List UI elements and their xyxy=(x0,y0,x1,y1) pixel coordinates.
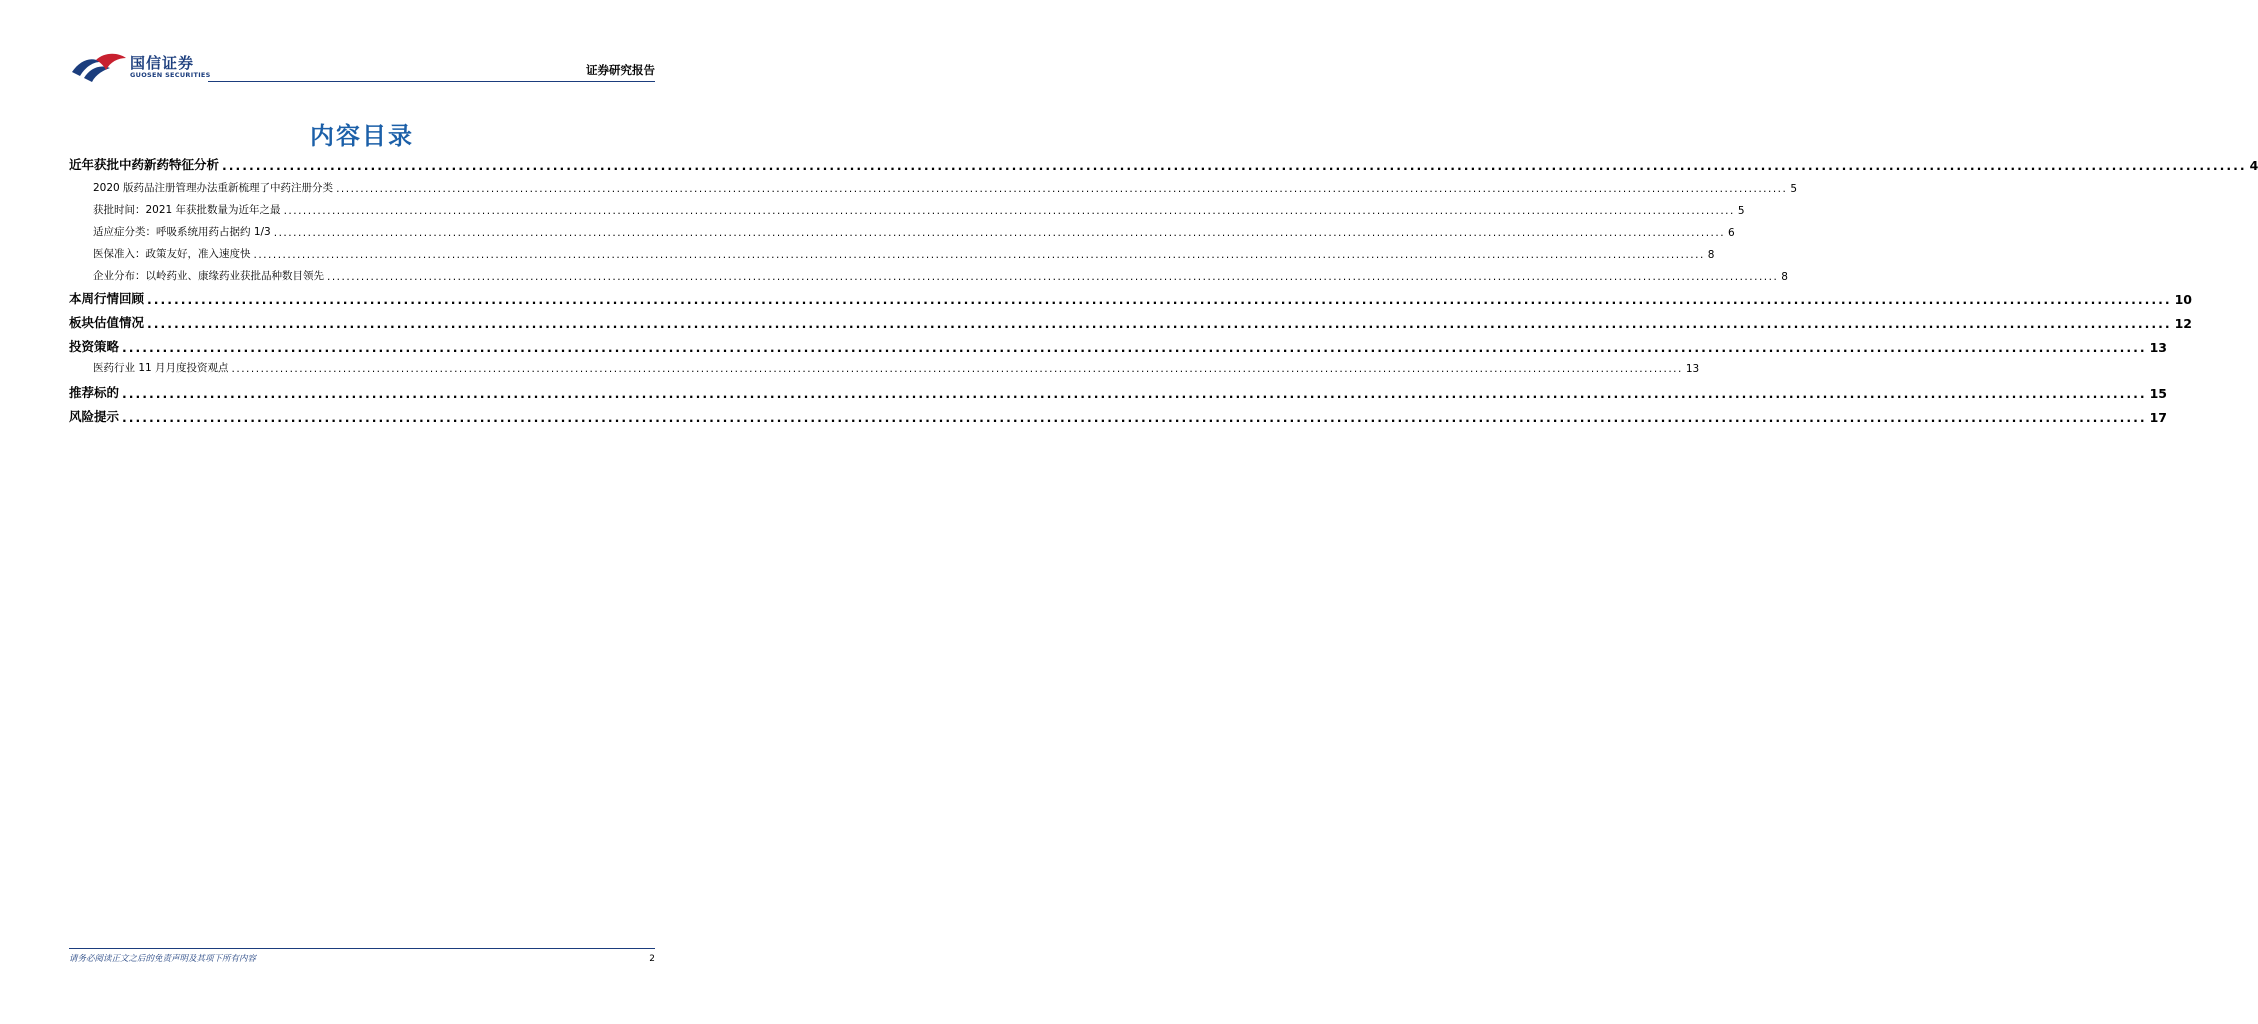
toc-entry-page: 10 xyxy=(2174,292,2192,307)
toc-entry-title: 风险提示 xyxy=(69,409,120,424)
toc-entry-page: 15 xyxy=(2149,386,2167,401)
toc-section-entry[interactable] xyxy=(69,383,2167,401)
toc-leader-dots: ............................................................................................................................................................................................................................................................................................................ xyxy=(147,292,2172,307)
toc-leader-dots: ............................................................................................................................................................................................................................................................................................................ xyxy=(253,249,1705,261)
toc-entry-title: 推荐标的 xyxy=(69,385,120,400)
page-number: 2 xyxy=(649,954,655,964)
toc-section-entry[interactable] xyxy=(69,313,2192,331)
brand-name-en: GUOSEN SECURITIES xyxy=(130,71,211,79)
toc-entry-page: 6 xyxy=(1728,227,1735,239)
guosen-logo-icon xyxy=(70,50,128,84)
footer-divider xyxy=(69,948,655,949)
toc-subsection-entry[interactable] xyxy=(69,180,1798,195)
toc-leader-dots: ............................................................................................................................................................................................................................................................................................................ xyxy=(231,363,1683,375)
toc-leader-dots: ............................................................................................................................................................................................................................................................................................................ xyxy=(336,183,1788,195)
toc-entry-title: 本周行情回顾 xyxy=(69,291,145,306)
toc-section-entry[interactable] xyxy=(69,289,2192,307)
toc-entry-title: 获批时间：2021 年获批数量为近年之最 xyxy=(93,204,281,216)
toc-entry-page: 5 xyxy=(1790,183,1798,195)
toc-leader-dots: ............................................................................................................................................................................................................................................................................................................ xyxy=(122,386,2147,401)
toc-leader-dots: ............................................................................................................................................................................................................................................................................................................ xyxy=(147,316,2172,331)
toc-leader-dots: ............................................................................................................................................................................................................................................................................................................ xyxy=(222,158,2247,173)
toc-entry-title: 2020 版药品注册管理办法重新梳理了中药注册分类 xyxy=(93,182,334,194)
toc-subsection-entry[interactable] xyxy=(69,360,1700,375)
toc-leader-dots: ............................................................................................................................................................................................................................................................................................................ xyxy=(283,205,1735,217)
toc-subsection-entry[interactable] xyxy=(69,246,1715,261)
toc-entry-page: 13 xyxy=(2149,340,2167,355)
toc-subsection-entry[interactable] xyxy=(69,202,1745,217)
toc-entry-page: 12 xyxy=(2174,316,2192,331)
toc-leader-dots: ............................................................................................................................................................................................................................................................................................................ xyxy=(273,227,1726,239)
toc-entry-page: 13 xyxy=(1685,363,1700,375)
toc-section-entry[interactable] xyxy=(69,407,2167,425)
toc-leader-dots: ............................................................................................................................................................................................................................................................................................................ xyxy=(122,410,2147,425)
toc-title: 内容目录 xyxy=(310,122,414,150)
toc-section-entry[interactable] xyxy=(69,337,2167,355)
report-type-label: 证券研究报告 xyxy=(586,63,655,77)
toc-leader-dots: ............................................................................................................................................................................................................................................................................................................ xyxy=(122,340,2147,355)
brand-name-cn: 国信证券 xyxy=(130,54,195,72)
toc-entry-page: 8 xyxy=(1707,249,1715,261)
toc-entry-title: 板块估值情况 xyxy=(69,315,145,330)
toc-entry-page: 5 xyxy=(1737,205,1745,217)
toc-entry-page: 4 xyxy=(2249,158,2258,173)
toc-leader-dots: ............................................................................................................................................................................................................................................................................................................ xyxy=(327,271,1779,283)
toc-entry-page: 17 xyxy=(2149,410,2167,425)
toc-entry-title: 投资策略 xyxy=(69,339,120,354)
toc-entry-title: 近年获批中药新药特征分析 xyxy=(69,157,220,172)
toc-entry-title: 医保准入：政策友好，准入速度快 xyxy=(93,248,251,260)
toc-entry-title: 医药行业 11 月月度投资观点 xyxy=(93,362,229,374)
toc-section-entry[interactable] xyxy=(69,155,2258,173)
toc-entry-page: 8 xyxy=(1781,271,1788,283)
toc-subsection-entry[interactable] xyxy=(69,224,1735,239)
toc-subsection-entry[interactable] xyxy=(69,268,1788,283)
header-divider xyxy=(208,81,655,82)
page-header xyxy=(0,0,724,90)
toc-entry-title: 企业分布：以岭药业、康缘药业获批品种数目领先 xyxy=(93,270,324,282)
toc-entry-title: 适应症分类：呼吸系统用药占据约 1/3 xyxy=(93,226,271,238)
disclaimer-note: 请务必阅读正文之后的免责声明及其项下所有内容 xyxy=(69,954,257,964)
